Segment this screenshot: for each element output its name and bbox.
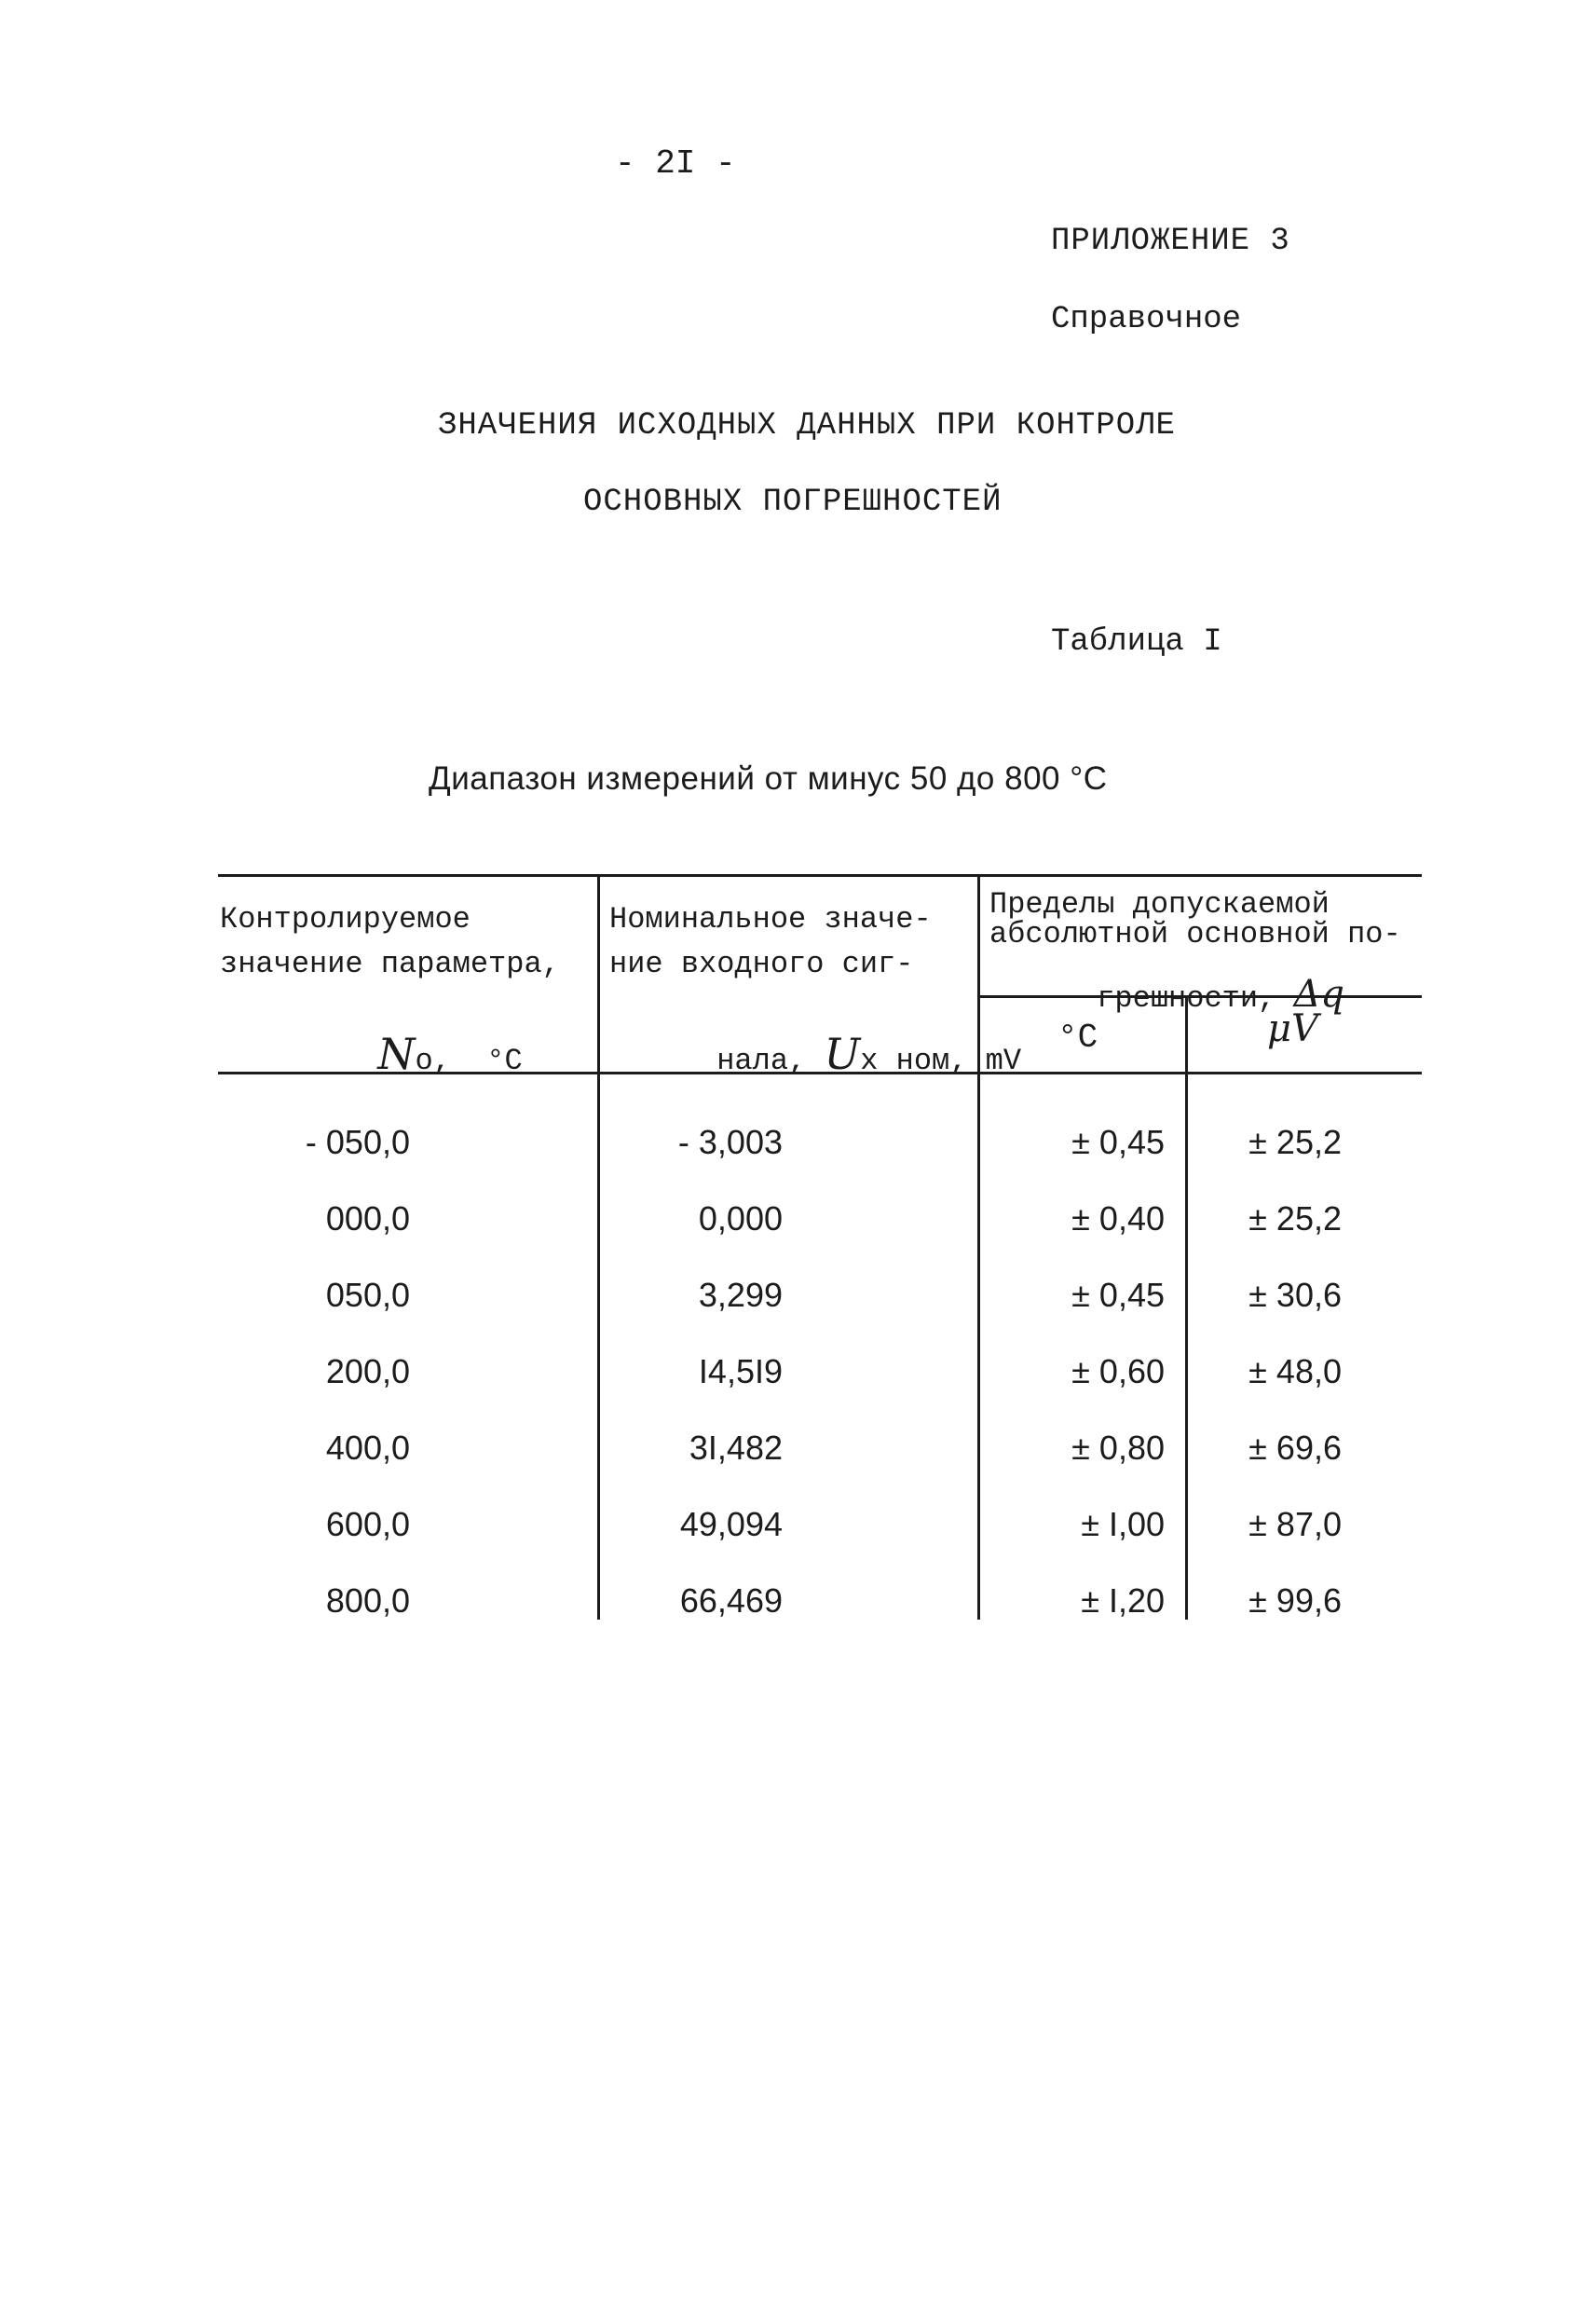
- header-signal-prefix: нала,: [716, 1044, 825, 1078]
- cell-error-uv: ± 25,2: [1248, 1123, 1342, 1161]
- cell-error-uv: ± 25,2: [1248, 1199, 1342, 1238]
- header-signal-suffix: х ном, mV: [860, 1044, 1022, 1078]
- symbol-n: N: [377, 1029, 416, 1079]
- cell-error-c: ± 0,60: [1071, 1352, 1165, 1390]
- appendix-label: ПРИЛОЖЕНИЕ 3: [1051, 224, 1290, 259]
- cell-error-c: ± I,00: [1081, 1505, 1165, 1543]
- table-top-rule: [218, 874, 1422, 877]
- cell-error-c: ± I,20: [1081, 1581, 1165, 1620]
- cell-error-uv: ± 99,6: [1248, 1581, 1342, 1620]
- cell-error-uv: ± 87,0: [1248, 1505, 1342, 1543]
- cell-parameter: 800,0: [325, 1581, 410, 1620]
- subheader-degrees-c: °С: [1057, 1019, 1098, 1057]
- cell-signal: I4,5I9: [698, 1352, 783, 1390]
- cell-error-c: ± 0,80: [1071, 1429, 1165, 1467]
- reference-label: Справочное: [1051, 302, 1242, 337]
- cell-signal: 3I,482: [689, 1429, 783, 1467]
- cell-signal: 0,000: [698, 1199, 783, 1238]
- header-error-line2: абсолютной основной по-: [989, 917, 1401, 951]
- header-parameter-line2: значение параметра,: [220, 947, 560, 981]
- symbol-u: U: [824, 1029, 861, 1079]
- cell-error-c: ± 0,45: [1071, 1276, 1165, 1314]
- header-signal-line1: Номинальное значе-: [609, 902, 932, 937]
- cell-error-uv: ± 48,0: [1248, 1352, 1342, 1390]
- cell-signal: 66,469: [679, 1581, 783, 1620]
- cell-signal: 49,094: [679, 1505, 783, 1543]
- cell-error-uv: ± 69,6: [1248, 1429, 1342, 1467]
- cell-error-c: ± 0,40: [1071, 1199, 1165, 1238]
- symbol-delta-q: Δq: [1293, 973, 1344, 1016]
- cell-parameter: - 050,0: [305, 1123, 410, 1161]
- header-error-line1: Пределы допускаемой: [989, 887, 1330, 922]
- cell-parameter: 400,0: [325, 1429, 410, 1467]
- cell-parameter: 200,0: [325, 1352, 410, 1390]
- measurement-range: Диапазон измерений от минус 50 до 800 °С: [429, 760, 1108, 797]
- cell-error-c: ± 0,45: [1071, 1123, 1165, 1161]
- header-parameter-line1: Контролируемое: [220, 902, 471, 937]
- header-signal-line2: ние входного сиг-: [609, 947, 914, 981]
- cell-parameter: 600,0: [325, 1505, 410, 1543]
- cell-signal: - 3,003: [677, 1123, 783, 1161]
- subheader-microvolts: μV: [1267, 1007, 1318, 1050]
- cell-parameter: 050,0: [325, 1276, 410, 1314]
- header-parameter-unit: o, °С: [415, 1044, 523, 1078]
- page-number: - 2I -: [615, 144, 736, 183]
- cell-error-uv: ± 30,6: [1248, 1276, 1342, 1314]
- document-title-line1: ЗНАЧЕНИЯ ИСХОДНЫХ ДАННЫХ ПРИ КОНТРОЛЕ: [438, 408, 1176, 444]
- header-error-prefix: грешности,: [1097, 981, 1294, 1016]
- table-label: Таблица I: [1051, 624, 1222, 660]
- cell-parameter: 000,0: [325, 1199, 410, 1238]
- cell-signal: 3,299: [698, 1276, 783, 1314]
- document-title-line2: ОСНОВНЫХ ПОГРЕШНОСТЕЙ: [583, 485, 1003, 520]
